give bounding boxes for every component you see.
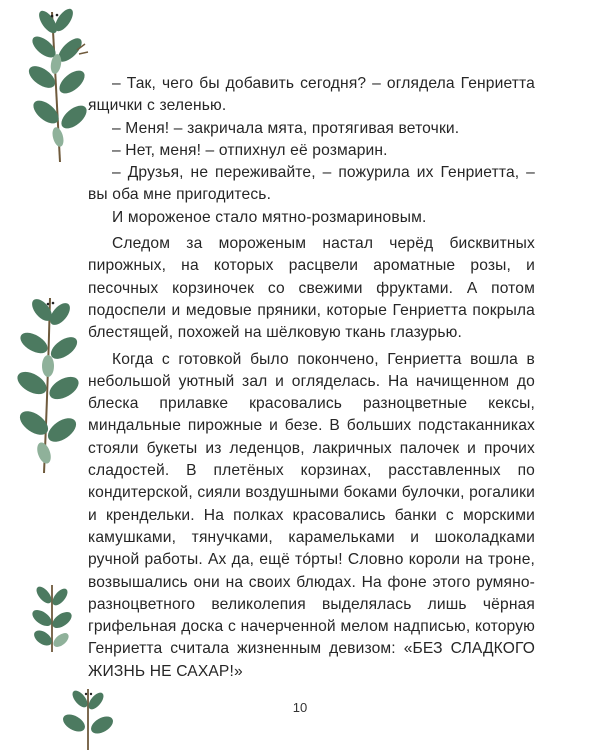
paragraph: И мороженое стало мятно-розмариновым. [112,208,427,226]
herb-illustration-top [22,2,92,167]
paragraph: – Друзья, не переживайте, – пожурила их Генриетта, – вы оба мне пригодитесь. [88,164,535,204]
paragraph: Следом за мороженым настал черёд бисквитных пирожных, на которых расцвели ароматные розы, и песочных корзиночек со свежими фруктами. А потом подоспели и медовые пряники, которые Генриетта покрыла блестящей, похожей на шёлковую ткань глазурью. [88,235,535,342]
herb-illustration-middle [14,288,84,478]
paragraph: Когда с готовкой было покончено, Генриетта вошла в небольшой уютный зал и огляделась. На начищенном до блеска прилавке красовались разноцветные кексы, миндальные пирожные и безе. В больших подстаканниках стояли букеты из леденцов, лакричных палочек и прочих сладостей. В плетёных корзинах, расставленных по кондитерской, сияли воздушными боками булочки, рогалики и крендельки. На полках красовались банки с морскими камушками, тянучками, карамельками и шоколадками ручной работы. Ах да, ещё тóрты! Словно короли на троне, возвышались они на своих блюдах. На фоне этого румяно-разноцветного великолепия выделялась лишь чёрная грифельная доска с начерченной мелом надписью, которую Генриетта считала жизненным девизом: «БЕЗ СЛАДКОГО ЖИЗНЬ НЕ САХАР!» [88,350,535,680]
herb-illustration-lower [30,580,75,655]
paragraph: – Так, чего бы добавить сегодня? – оглядела Генриетта ящички с зеленью. [88,75,535,115]
herb-illustration-bottom [58,685,118,750]
paragraph: – Меня! – закричала мята, протягивая веточки. [112,119,460,137]
page-number: 10 [292,700,308,715]
paragraph: – Нет, меня! – отпихнул её розмарин. [112,141,388,159]
body-text [88,73,535,683]
